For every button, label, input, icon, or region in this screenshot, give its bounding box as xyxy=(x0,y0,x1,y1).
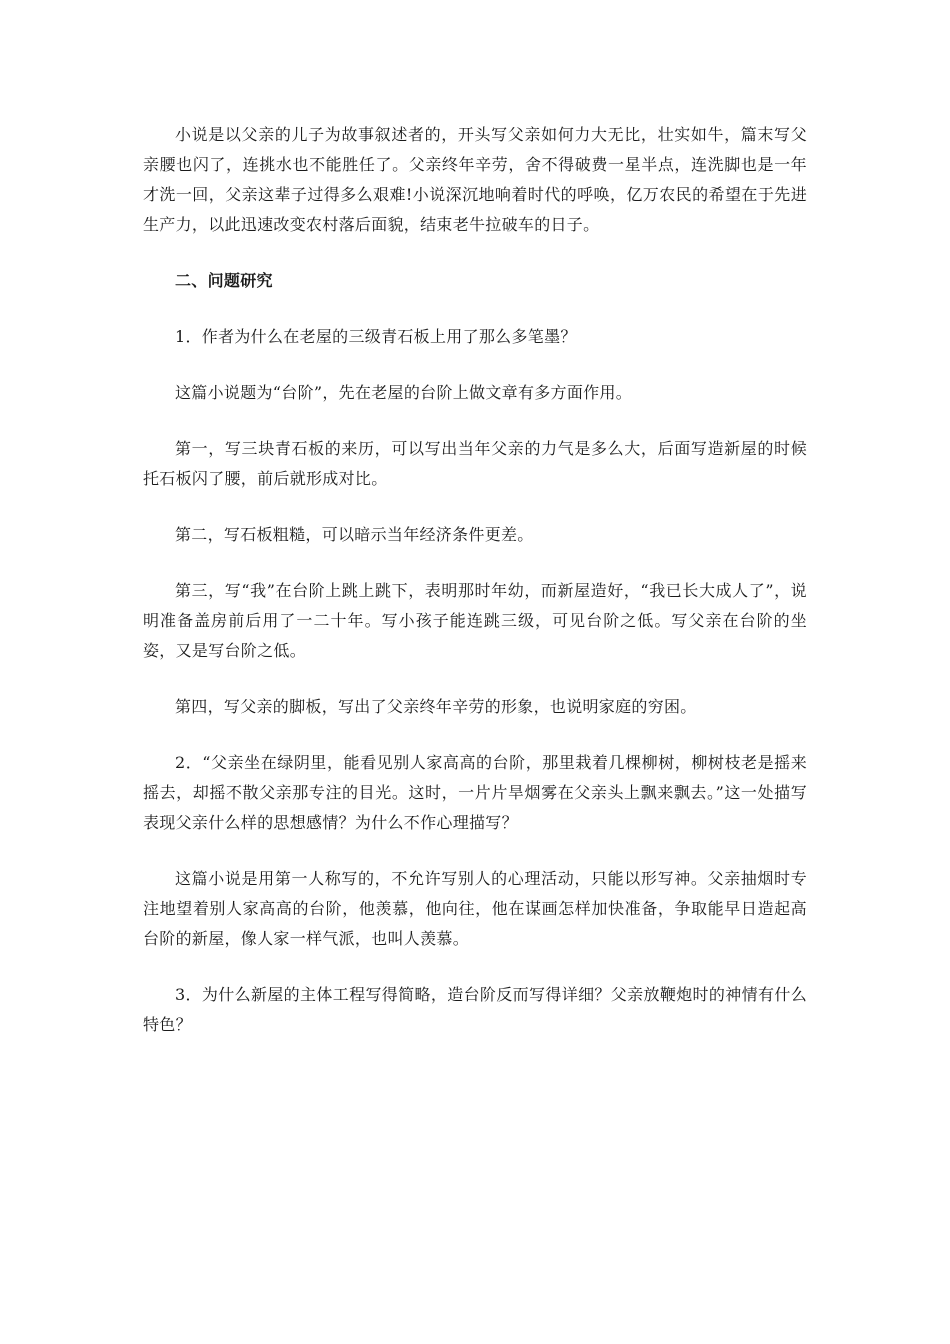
answer-1-point-1: 第一，写三块青石板的来历，可以写出当年父亲的力气是多么大，后面写造新屋的时候托石板闪了腰，前后就形成对比。 xyxy=(143,439,807,488)
answer-1-point-3: 第三，写“我”在台阶上跳上跳下，表明那时年幼，而新屋造好，“我已长大成人了”，说明准备盖房前后用了一二十年。写小孩子能连跳三级，可见台阶之低。写父亲在台阶的坐姿，又是写台阶之低。 xyxy=(143,581,807,660)
answer-1-point-4: 第四，写父亲的脚板，写出了父亲终年辛劳的形象，也说明家庭的穷困。 xyxy=(175,697,697,716)
answer-2: 这篇小说是用第一人称写的，不允许写别人的心理活动，只能以形写神。父亲抽烟时专注地望着别人家高高的台阶，他羡慕，他向往，他在谋画怎样加快准备，争取能早日造起高台阶的新屋，像人家一样气派，也叫人羡慕。 xyxy=(143,869,807,948)
question-1: 1．作者为什么在老屋的三级青石板上用了那么多笔墨？ xyxy=(175,327,577,346)
question-2: 2．“父亲坐在绿阴里，能看见别人家高高的台阶，那里栽着几棵柳树，柳树枝老是摇来摇去，却摇不散父亲那专注的目光。这时，一片片旱烟雾在父亲头上飘来飘去。”这一处描写表现父亲什么样的思想感情？为什么不作心理描写？ xyxy=(143,753,807,832)
intro-paragraph: 小说是以父亲的儿子为故事叙述者的，开头写父亲如何力大无比，壮实如牛，篇末写父亲腰也闪了，连挑水也不能胜任了。父亲终年辛劳，舍不得破费一星半点，连洗脚也是一年才洗一回，父亲这辈子过得多么艰难!小说深沉地响着时代的呼唤，亿万农民的希望在于先进生产力，以此迅速改变农村落后面貌，结束老牛拉破车的日子。 xyxy=(143,125,807,234)
answer-1-point-2: 第二，写石板粗糙，可以暗示当年经济条件更差。 xyxy=(175,525,534,544)
question-3: 3．为什么新屋的主体工程写得简略，造台阶反而写得详细？父亲放鞭炮时的神情有什么特色？ xyxy=(143,985,807,1034)
document-body xyxy=(143,120,807,1040)
section-heading: 二、问题研究 xyxy=(175,271,273,290)
answer-1-intro: 这篇小说题为“台阶”，先在老屋的台阶上做文章有多方面作用。 xyxy=(175,383,633,402)
